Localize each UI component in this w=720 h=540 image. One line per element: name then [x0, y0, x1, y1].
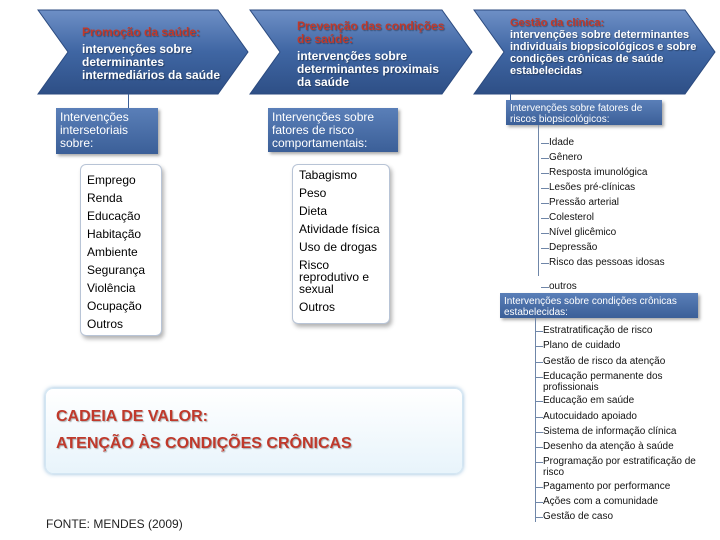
- col3-sub-label-2: Intervenções sobre condições crônicas estabelecidas:: [500, 293, 698, 318]
- bracket-tick: [535, 462, 543, 463]
- list-item: Atividade física: [299, 222, 380, 236]
- bracket-tick: [541, 263, 549, 264]
- list-item: Depressão: [549, 242, 598, 253]
- col3-sub-label-1: Intervenções sobre fatores de riscos biopsicológicos:: [506, 100, 662, 125]
- list-item: Gestão de risco da atenção: [543, 355, 666, 367]
- col3-bracket-1: [538, 125, 539, 276]
- list-item: Autocuidado apoiado: [543, 410, 637, 422]
- list-item: Plano de cuidado: [543, 340, 621, 352]
- header-2: [297, 20, 447, 89]
- bracket-tick: [535, 487, 543, 488]
- cadeia-box: [45, 388, 463, 474]
- cadeia-line-2: ATENÇÃO ÀS CONDIÇÕES CRÔNICAS: [56, 435, 352, 452]
- list-item: outros: [549, 281, 577, 292]
- list-item: Risco reprodutivo e sexual: [299, 258, 370, 296]
- header-3-title: Gestão da clínica:: [510, 17, 605, 29]
- bracket-tick: [535, 417, 543, 418]
- list-item: Peso: [299, 186, 327, 200]
- bracket-tick: [535, 362, 543, 363]
- list-item: Risco das pessoas idosas: [549, 257, 665, 268]
- bracket-tick: [541, 287, 549, 288]
- list-item: Renda: [87, 191, 123, 205]
- list-item: Violência: [87, 281, 136, 295]
- bracket-tick: [541, 248, 549, 249]
- header-2-subtitle: intervenções sobre determinantes proximais da saúde: [297, 48, 440, 89]
- list-item: Gestão de caso: [543, 511, 614, 523]
- col1-list: [80, 164, 162, 336]
- list-item: Colesterol: [549, 212, 595, 223]
- bracket-tick: [535, 401, 543, 402]
- header-1: [82, 26, 232, 82]
- col2-sub-label: Intervenções sobre fatores de risco comportamentais:: [268, 108, 398, 152]
- bracket-tick: [541, 188, 549, 189]
- bracket-tick: [541, 233, 549, 234]
- list-item: Ações com a comunidade: [543, 496, 659, 507]
- bracket-tick: [535, 502, 543, 503]
- list-item: Estratratificação de risco: [543, 325, 653, 336]
- header-1-subtitle: intervenções sobre determinantes intermediários da saúde: [82, 41, 221, 82]
- list-item: Tabagismo: [299, 168, 358, 182]
- list-item: Nível glicêmico: [549, 227, 617, 238]
- header-2-title: Prevenção das condições de saúde:: [297, 19, 445, 46]
- list-item: Resposta imunológica: [549, 167, 648, 178]
- list-item: Educação em saúde: [543, 395, 635, 407]
- list-item: Outros: [299, 300, 336, 314]
- connector-1: [128, 94, 129, 108]
- header-3: [510, 18, 700, 77]
- list-item: Gênero: [549, 152, 583, 163]
- list-item: Lesões pré-clínicas: [549, 182, 636, 193]
- header-3-subtitle: intervenções sobre determinantes individuais biopsicológicos e sobre condições crônicas de saúde estabelecidas: [510, 28, 697, 77]
- bracket-tick: [541, 203, 549, 204]
- bracket-tick: [535, 331, 543, 332]
- list-item: Outros: [87, 317, 124, 331]
- header-1-title: Promoção da saúde:: [82, 25, 201, 39]
- bracket-tick: [535, 447, 543, 448]
- list-item: Uso de drogas: [299, 240, 378, 254]
- list-item: Dieta: [299, 204, 328, 218]
- bracket-tick: [535, 346, 543, 347]
- list-item: Sistema de informação clínica: [543, 425, 677, 437]
- list-item: Pressão arterial: [549, 197, 620, 208]
- list-item: Desenho da atenção à saúde: [543, 441, 674, 453]
- list-item: Ambiente: [87, 245, 138, 259]
- col3-bracket-2: [535, 318, 536, 522]
- list-item: Programação por estratificação de risco: [543, 456, 696, 479]
- col2-list: [292, 164, 390, 324]
- list-item: Ocupação: [87, 299, 142, 313]
- list-item: Habitação: [87, 227, 142, 241]
- col1-sub-label: Intervenções intersetoriais sobre:: [56, 108, 158, 154]
- list-item: Segurança: [87, 263, 146, 277]
- list-item: Pagamento por performance: [543, 480, 671, 492]
- bracket-tick: [535, 517, 543, 518]
- cadeia-line-1: CADEIA DE VALOR:: [56, 408, 208, 425]
- list-item: Educação permanente dos profissionais: [543, 370, 663, 393]
- bracket-tick: [541, 218, 549, 219]
- bracket-tick: [535, 377, 543, 378]
- source-note: FONTE: MENDES (2009): [46, 517, 183, 531]
- list-item: Idade: [549, 137, 575, 148]
- bracket-tick: [541, 143, 549, 144]
- list-item: Emprego: [87, 173, 136, 187]
- bracket-tick: [535, 432, 543, 433]
- bracket-tick: [541, 158, 549, 159]
- bracket-tick: [541, 173, 549, 174]
- list-item: Educação: [87, 209, 141, 223]
